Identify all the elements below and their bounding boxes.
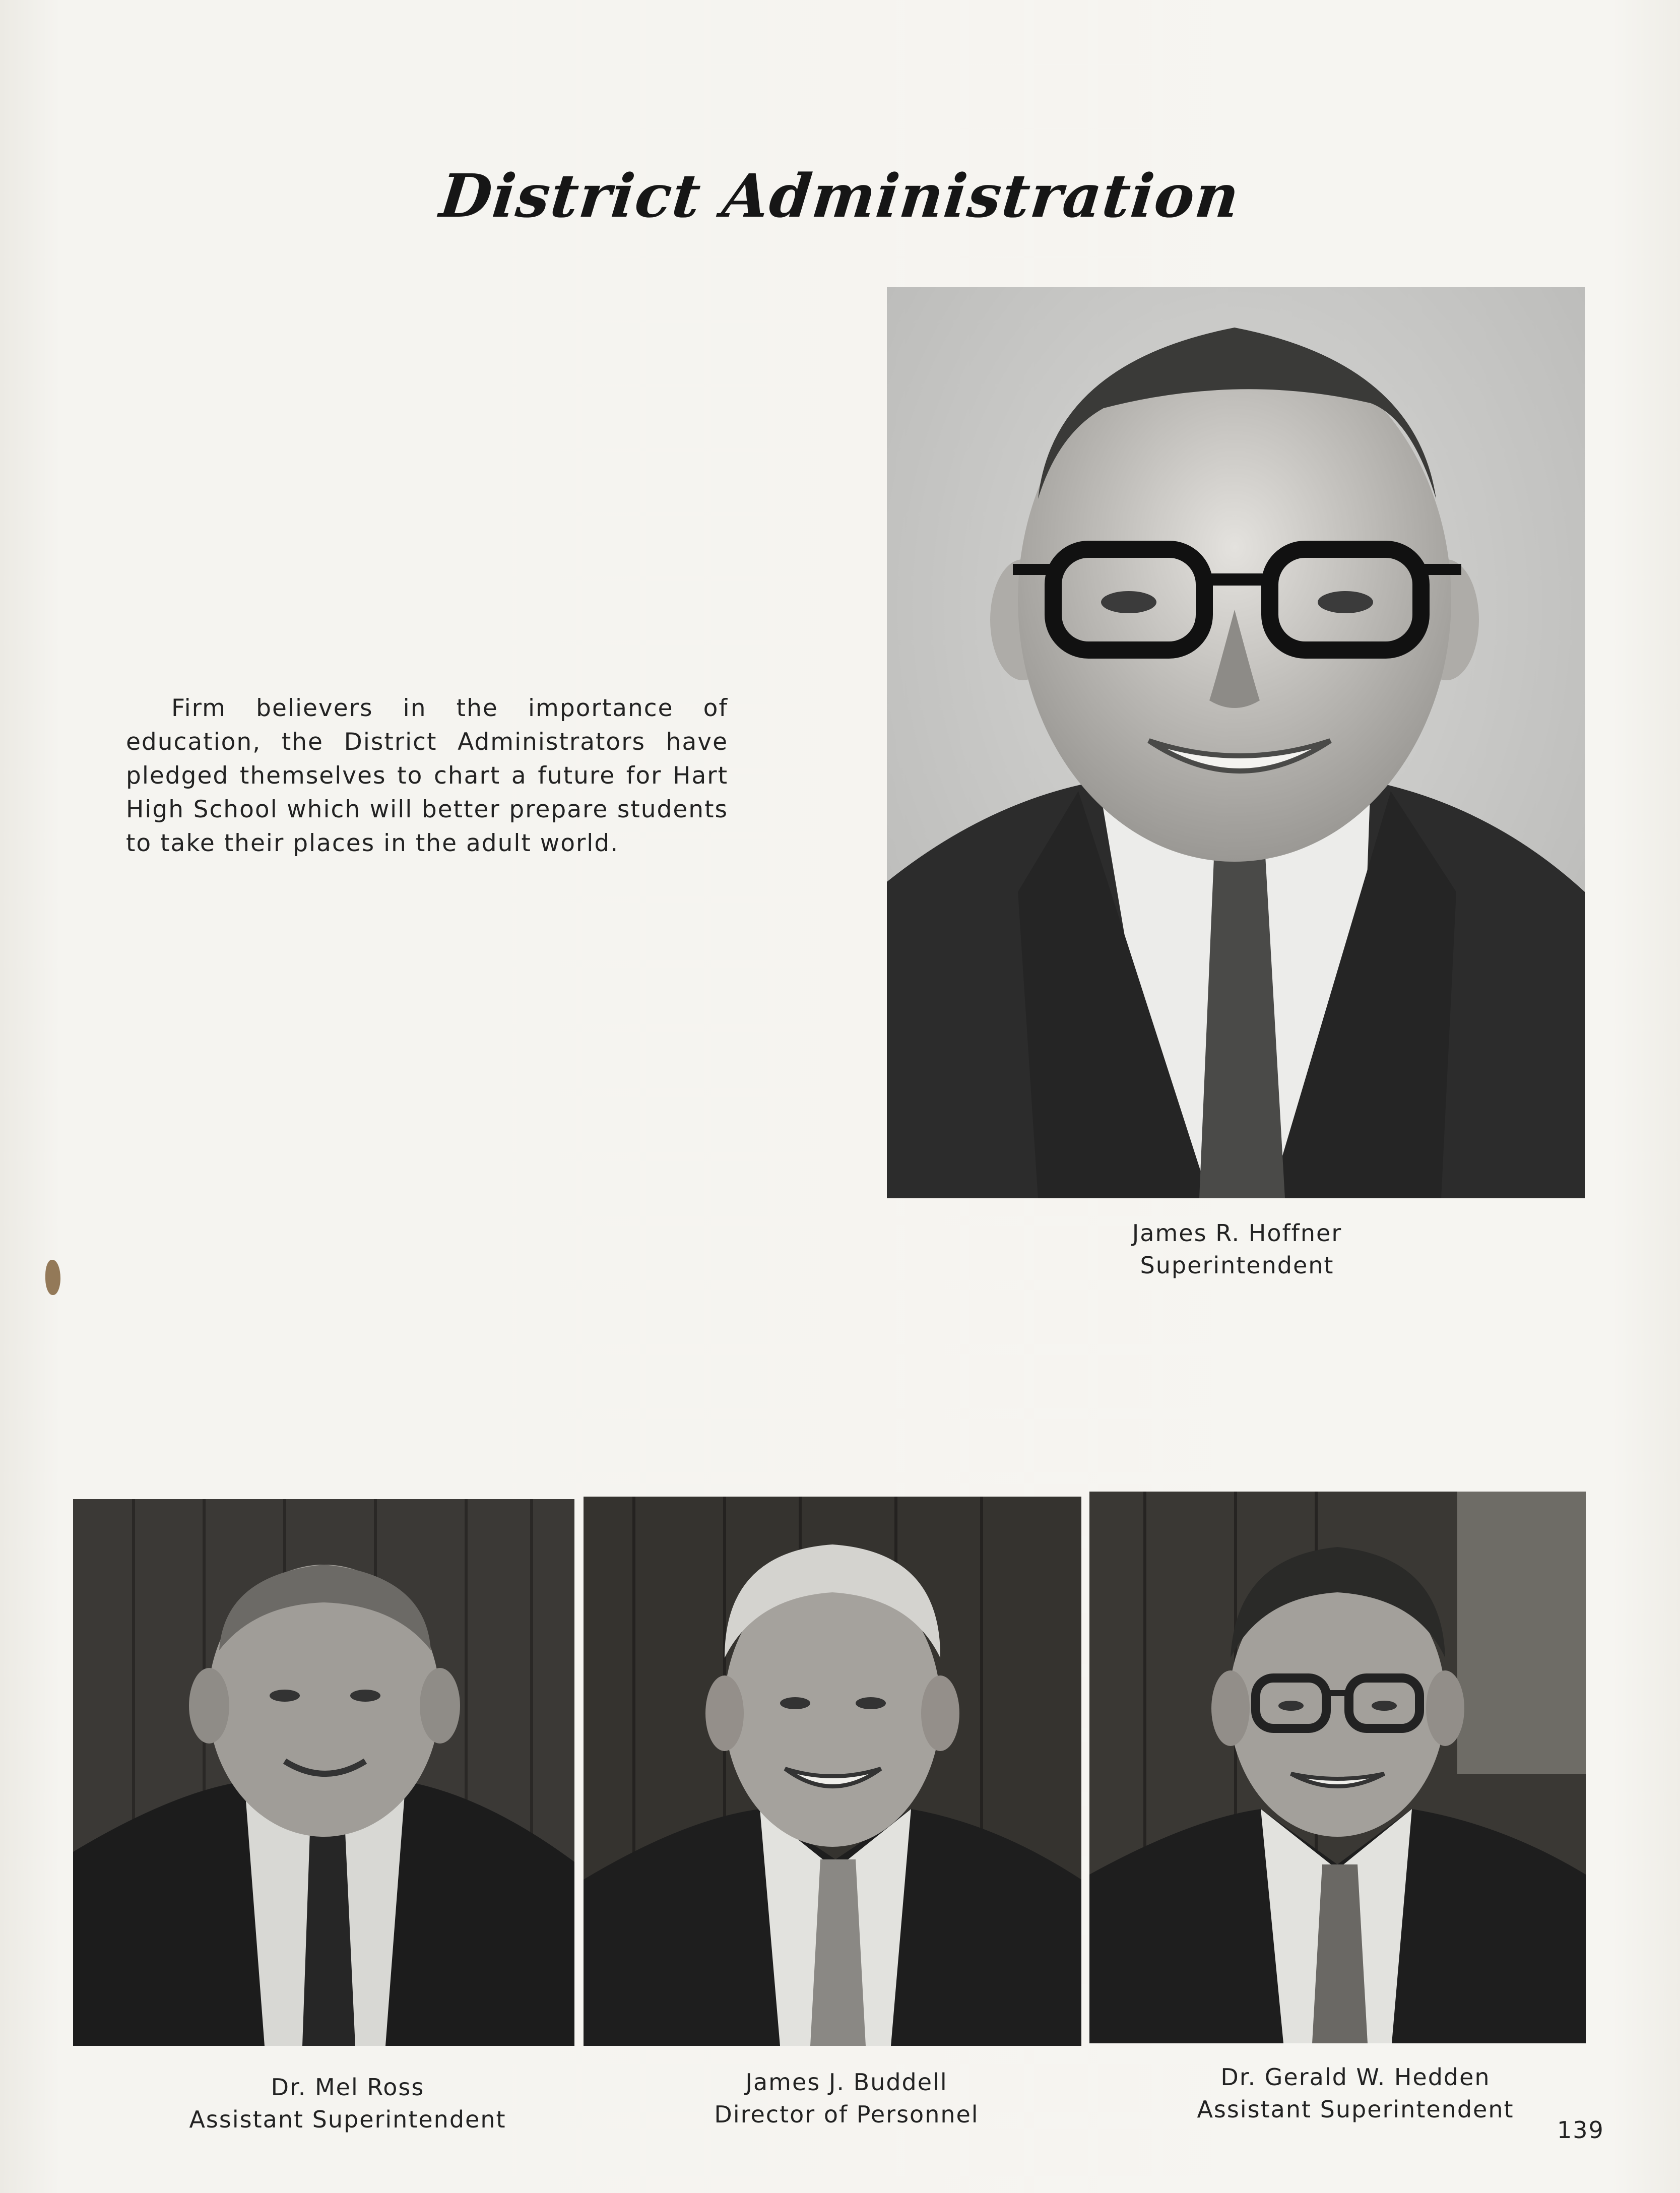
staff-caption-hedden xyxy=(1154,2061,1557,2125)
paper-stain xyxy=(45,1260,60,1295)
intro-paragraph: Firm believers in the importance of education, the District Administrators have pledged themselves to chart a future for Hart High School which will better prepare students to take their places in the adult world. xyxy=(126,694,728,857)
superintendent-caption xyxy=(1038,1217,1436,1281)
superintendent-portrait xyxy=(887,287,1585,1198)
staff-portrait-hedden xyxy=(1089,1492,1586,2043)
staff-portrait-buddell xyxy=(584,1497,1081,2046)
staff-role: Assistant Superintendent xyxy=(1197,2096,1514,2123)
staff-portrait-ross xyxy=(73,1499,574,2046)
page-number: 139 xyxy=(1557,2116,1604,2144)
page-title: District Administration xyxy=(436,161,1244,231)
staff-name: Dr. Mel Ross xyxy=(271,2074,425,2101)
superintendent-name: James R. Hoffner xyxy=(1132,1219,1342,1247)
staff-caption-ross xyxy=(146,2071,549,2136)
superintendent-role: Superintendent xyxy=(1140,1252,1334,1279)
staff-name: James J. Buddell xyxy=(745,2069,948,2096)
staff-name: Dr. Gerald W. Hedden xyxy=(1220,2063,1491,2091)
staff-role: Assistant Superintendent xyxy=(189,2106,506,2133)
staff-caption-buddell xyxy=(645,2066,1048,2131)
staff-role: Director of Personnel xyxy=(714,2101,979,2128)
